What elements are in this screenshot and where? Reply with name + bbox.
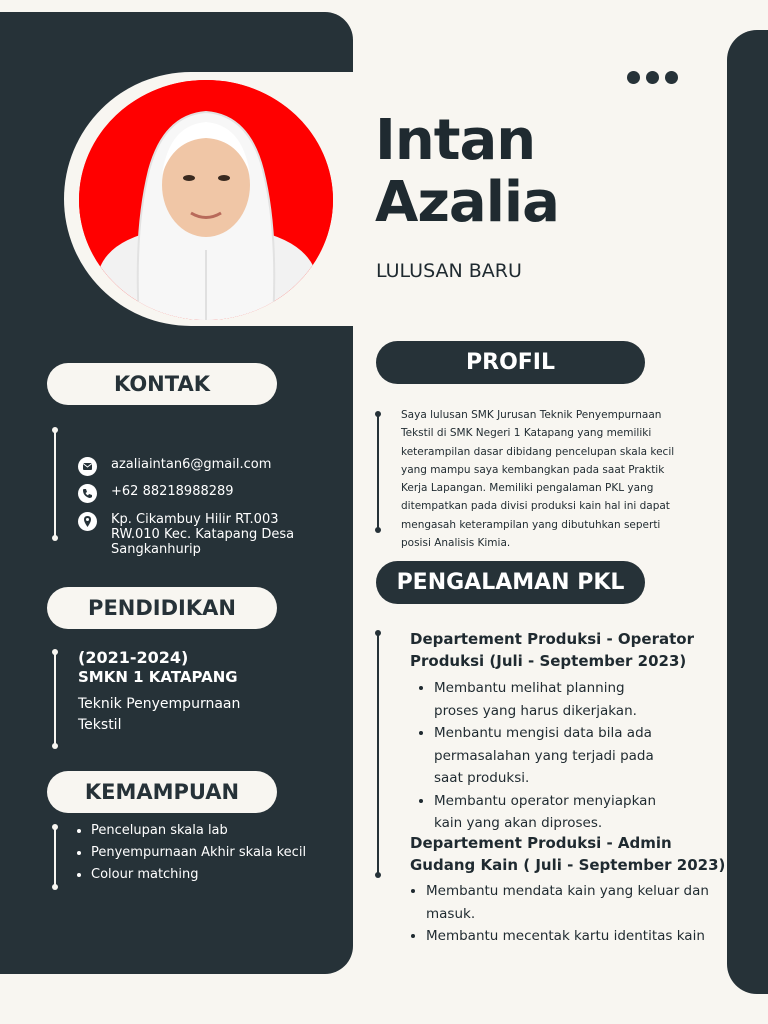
section-header-profil: PROFIL <box>376 341 645 384</box>
section-header-kemampuan: KEMAMPUAN <box>47 771 277 813</box>
job-title-1: Departement Produksi - Operator Produksi (Juli - September 2023) <box>410 630 694 670</box>
list-item: • Colour matching <box>91 864 306 886</box>
education-school: SMKN 1 KATAPANG <box>78 668 238 686</box>
job-2-tasks <box>402 880 736 948</box>
pendidikan-divider-line <box>54 652 56 746</box>
education-years: (2021-2024) <box>78 648 189 667</box>
decorative-strip <box>727 30 768 994</box>
location-pin-icon <box>78 512 97 531</box>
list-item: • Membantu operator menyiapkan kain yang akan diproses. <box>434 790 669 835</box>
phone-icon <box>78 484 97 503</box>
job-title-2: Departement Produksi - Admin Gudang Kain ( Juli - September 2023) <box>410 834 726 874</box>
section-header-pengalaman: PENGALAMAN PKL <box>376 561 645 604</box>
address-text: Kp. Cikambuy Hilir RT.003 RW.010 Kec. Katapang Desa Sangkanhurip <box>111 512 295 557</box>
education-major: Teknik Penyempurnaan Tekstil <box>78 696 241 733</box>
person-illustration <box>79 80 333 320</box>
section-header-kontak: KONTAK <box>47 363 277 405</box>
contact-email-row <box>78 457 271 476</box>
list-item: • Pencelupan skala lab <box>91 820 306 842</box>
contact-phone-row <box>78 484 234 503</box>
education-entry <box>78 648 268 736</box>
phone-text[interactable]: +62 88218988289 <box>111 484 234 499</box>
list-item: • Menbantu mengisi data bila ada permasalahan yang terjadi pada saat produksi. <box>434 722 669 790</box>
first-name: Intan <box>375 108 536 173</box>
list-item: • Membantu mecentak kartu identitas kain <box>426 925 736 948</box>
skills-list <box>64 820 306 886</box>
full-name <box>375 110 559 234</box>
email-text[interactable]: azaliaintan6@gmail.com <box>111 457 272 472</box>
list-item: • Membantu mendata kain yang keluar dan masuk. <box>426 880 736 925</box>
profil-divider-line <box>377 414 379 530</box>
list-item: • Membantu melihat planning proses yang harus dikerjakan. <box>434 677 669 722</box>
pengalaman-divider-line <box>377 633 379 875</box>
email-icon <box>78 457 97 476</box>
list-item: • Penyempurnaan Akhir skala kecil <box>91 842 306 864</box>
more-dots-icon <box>627 71 678 84</box>
profile-photo <box>79 80 333 320</box>
contact-address-row <box>78 512 306 557</box>
kemampuan-divider-line <box>54 827 56 887</box>
profile-paragraph: Saya lulusan SMK Jurusan Teknik Penyempurnaan Tekstil di SMK Negeri 1 Katapang yang memiliki keterampilan dasar dibidang pencelupan skala kecil yang mampu saya kembangkan pada saat Praktik Kerja Lapangan. Memiliki pengalaman PKL yang ditempatkan pada divisi produksi kain hal ini dapat mengasah keterampilan yang dibutuhkan seperti posisi Analisis Kimia. <box>401 409 675 550</box>
job-1-tasks <box>410 677 669 835</box>
section-header-pendidikan: PENDIDIKAN <box>47 587 277 629</box>
kontak-divider-line <box>54 430 56 538</box>
last-name: Azalia <box>375 170 559 235</box>
job-subtitle: LULUSAN BARU <box>376 260 522 282</box>
